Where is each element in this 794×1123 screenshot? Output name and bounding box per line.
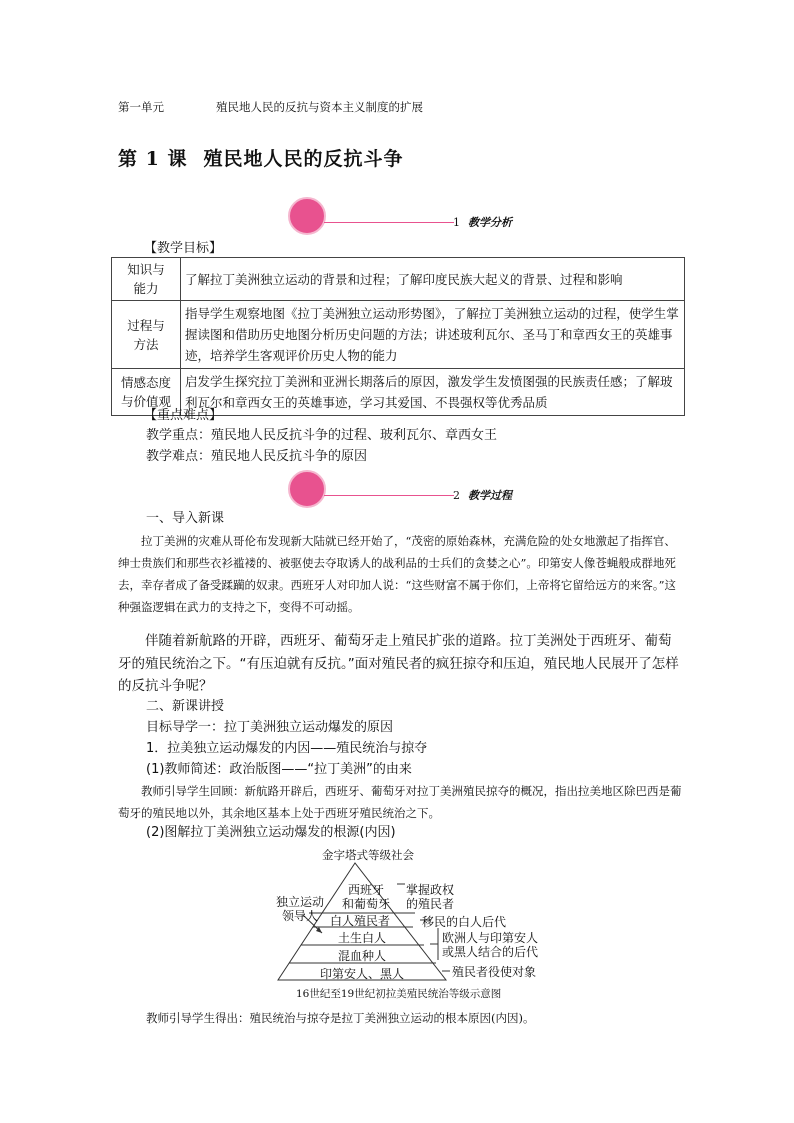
side-label: 的殖民者 — [406, 897, 455, 911]
pyramid-level: 混血种人 — [338, 949, 387, 963]
lesson-number: 第 1 课 — [118, 148, 188, 170]
pyramid-level: 西班牙 — [348, 883, 385, 897]
table-row — [112, 258, 685, 301]
side-label: 独立运动 — [276, 895, 325, 909]
point-1: 1．拉美独立运动爆发的内因——殖民统治与掠夺 — [146, 741, 428, 756]
goal-text: 了解拉丁美洲独立运动的背景和过程；了解印度民族大起义的背景、过程和影响 — [181, 258, 685, 301]
page-header — [118, 99, 423, 115]
unit-title: 殖民地人民的反抗与资本主义制度的扩展 — [216, 100, 423, 114]
pyramid-diagram — [270, 845, 560, 1005]
keypoints-heading: 【重点难点】 — [144, 408, 223, 423]
side-label: 掌握政权 — [406, 883, 455, 897]
pink-circle-icon — [288, 470, 326, 508]
key-point: 教学重点：殖民地人民反抗斗争的过程、玻利瓦尔、章西女王 — [146, 428, 498, 443]
side-label: 殖民者役使对象 — [452, 965, 537, 979]
pink-circle-icon — [288, 197, 326, 235]
pyramid-level: 和葡萄牙 — [342, 897, 391, 911]
diagram-caption: 16世纪至19世纪初拉美殖民统治等级示意图 — [296, 988, 502, 1000]
goal-guide-1: 目标导学一：拉丁美洲独立运动爆发的原因 — [146, 720, 394, 735]
pyramid-level: 白人殖民者 — [330, 914, 391, 928]
diagram-title: 金字塔式等级社会 — [322, 848, 414, 862]
pyramid-svg — [270, 845, 560, 1005]
unit-label: 第一单元 — [118, 100, 164, 114]
sub-point-1: (1)教师简述：政治版图——“拉丁美洲”的由来 — [146, 762, 412, 777]
table-row — [112, 301, 685, 369]
goal-text: 指导学生观察地图《拉丁美洲独立运动形势图》，了解拉丁美洲独立运动的过程，使学生掌握读图和借助历史地图分析历史问题的方法；讲述玻利瓦尔、圣马丁和章西女王的英雄事迹，培养学生客观评价历史人物的能力 — [181, 301, 685, 369]
side-label: 或黑人结合的后代 — [442, 945, 539, 959]
label-group — [442, 931, 538, 959]
goal-key: 知识与 能力 — [112, 258, 181, 301]
intro-quote: 拉丁美洲的灾难从哥伦布发现新大陆就已经开始了，“茂密的原始森林，充满危险的处女地激起了指挥官、绅士贵族们和那些衣衫褴褛的、被驱使去夺取诱人的战利品的士兵们的贪婪之心”。印第安人像苍蝇般成群地死去，幸存者成了备受蹂躏的奴隶。西班牙人对印加人说：“这些财富不属于你们，上帝将它留给远方的来客。”这种强盗逻辑在武力的支持之下，变得不可动摇。 — [118, 534, 677, 614]
intro-heading: 一、导入新课 — [146, 511, 225, 526]
goal-key: 过程与 方法 — [112, 301, 181, 369]
sub-point-2: (2)图解拉丁美洲独立运动爆发的根源(内因) — [146, 825, 396, 840]
goals-heading: 【教学目标】 — [144, 241, 223, 256]
side-label: 欧洲人与印第安人 — [442, 931, 539, 945]
section-marker-process — [288, 470, 548, 510]
side-label: 移民的白人后代 — [422, 915, 507, 929]
section-marker-analysis — [288, 197, 548, 237]
conclusion: 教师引导学生得出：殖民统治与掠夺是拉丁美洲独立运动的根本原因(内因)。 — [146, 1011, 535, 1025]
section-number: 1 — [453, 216, 460, 229]
divider — [324, 222, 454, 223]
goals-table — [111, 257, 685, 416]
lesson-name: 殖民地人民的反抗斗争 — [203, 148, 404, 170]
goal-key: 情感态度 与价值观 — [112, 369, 181, 416]
label-group — [276, 895, 324, 923]
new-lesson-heading: 二、新课讲授 — [146, 699, 225, 714]
section-title: 教学过程 — [468, 489, 512, 502]
lesson-title — [118, 144, 403, 171]
sub-point-1-text: 教师引导学生回顾：新航路开辟后，西班牙、葡萄牙对拉丁美洲殖民掠夺的概况，指出拉美地区除巴西是葡萄牙的殖民地以外，其余地区基本上处于西班牙殖民统治之下。 — [118, 784, 682, 820]
pyramid-level: 印第安人、黑人 — [320, 967, 405, 981]
section-label — [453, 214, 512, 230]
divider — [324, 495, 454, 496]
intro-text: 伴随着新航路的开辟，西班牙、葡萄牙走上殖民扩张的道路。拉丁美洲处于西班牙、葡萄牙的殖民统治之下。“有压迫就有反抗。”面对殖民者的疯狂掠夺和压迫，殖民地人民展开了怎样的反抗斗争呢？ — [118, 633, 679, 694]
pyramid-level: 土生白人 — [338, 931, 387, 945]
label-group — [406, 883, 454, 911]
difficult-point: 教学难点：殖民地人民反抗斗争的原因 — [146, 449, 368, 464]
side-label: 领导人 — [282, 909, 319, 923]
section-label — [453, 487, 512, 503]
section-title: 教学分析 — [468, 216, 512, 229]
goal-text: 启发学生探究拉丁美洲和亚洲长期落后的原因，激发学生发愤图强的民族责任感；了解玻利瓦尔和章西女王的英雄事迹，学习其爱国、不畏强权等优秀品质 — [181, 369, 685, 416]
section-number: 2 — [453, 489, 460, 502]
pyramid-top — [342, 883, 390, 911]
